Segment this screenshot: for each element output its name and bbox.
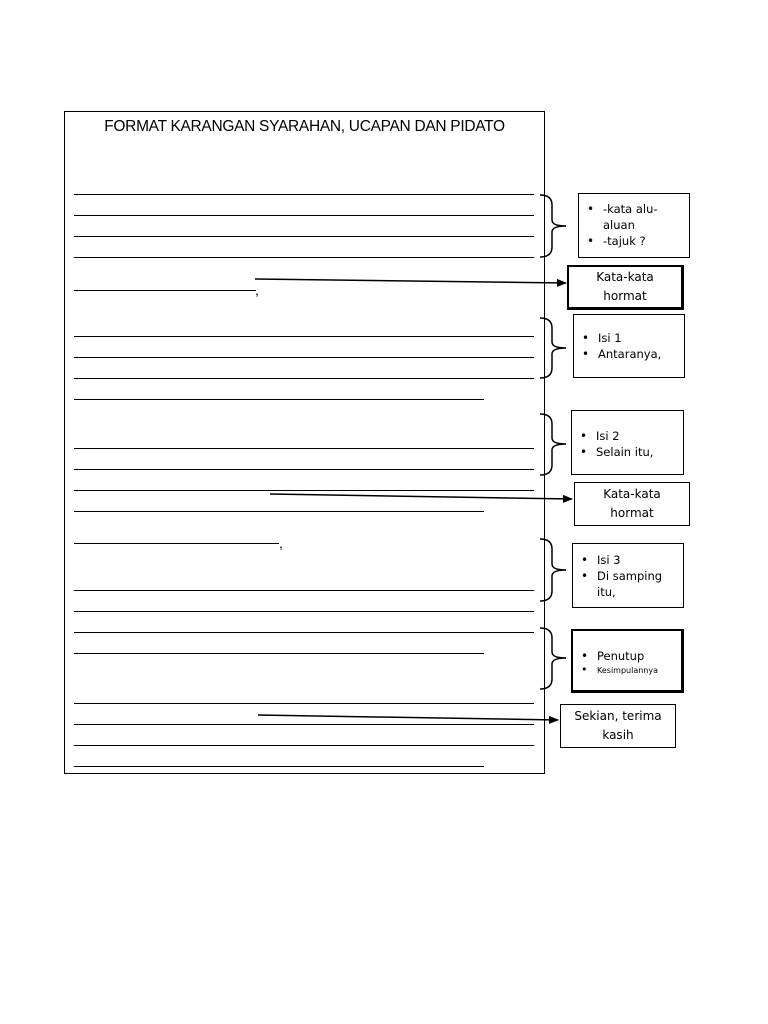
arrow-ending xyxy=(258,715,558,720)
brace-body-2 xyxy=(540,414,566,475)
note-body-1 xyxy=(573,314,685,378)
note-label: Kata-kata hormat xyxy=(596,270,654,303)
note-opening xyxy=(578,193,690,258)
note-label: Sekian, terima kasih xyxy=(574,709,662,742)
note-body-2 xyxy=(571,410,684,475)
note-closing xyxy=(571,629,684,693)
bullet-item: • Kesimpulannya xyxy=(573,664,681,678)
arrow-salutation-2 xyxy=(270,494,572,499)
bullet-item: • Penutup xyxy=(573,648,681,664)
brace-closing xyxy=(540,628,566,689)
comma-mark: , xyxy=(279,535,283,551)
bullet-item: • Selain itu, xyxy=(572,444,683,460)
bullet-item: • Antaranya, xyxy=(574,346,684,362)
brace-body-1 xyxy=(540,318,566,378)
note-salutation-1 xyxy=(567,265,684,310)
bullet-item: • Di samping itu, xyxy=(573,568,683,600)
brace-opening xyxy=(540,195,566,257)
note-ending xyxy=(560,704,676,748)
bullet-item: • Isi 1 xyxy=(574,330,684,346)
bullet-item: • Isi 3 xyxy=(573,552,683,568)
note-body-3 xyxy=(572,543,684,608)
note-label: Kata-kata hormat xyxy=(603,487,661,520)
arrow-salutation-1 xyxy=(255,279,566,283)
page-title: FORMAT KARANGAN SYARAHAN, UCAPAN DAN PIDATO xyxy=(104,118,505,135)
bullet-item: • -kata alu-aluan xyxy=(579,201,689,233)
bullet-item: • Isi 2 xyxy=(572,428,683,444)
bullet-item: • -tajuk ? xyxy=(579,233,689,249)
note-salutation-2 xyxy=(574,482,690,526)
brace-body-3 xyxy=(540,539,566,601)
comma-mark: , xyxy=(255,282,259,298)
